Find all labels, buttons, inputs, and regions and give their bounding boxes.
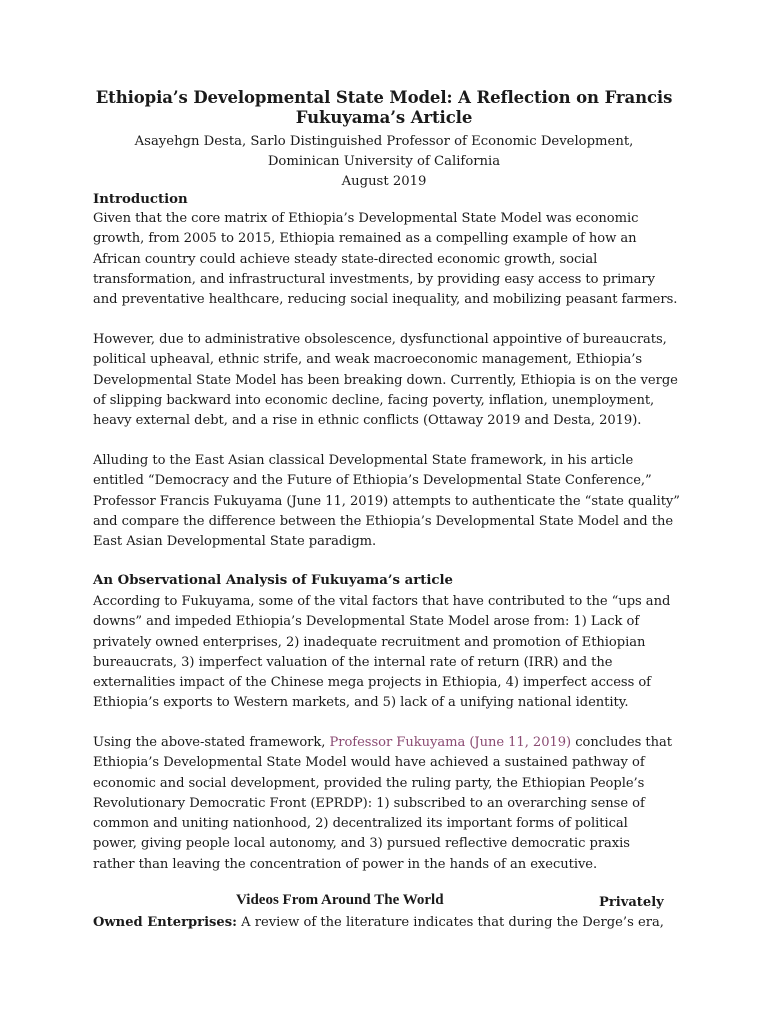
text-line: However, due to administrative obsolescence, dysfunctional appointive of bureaucrats, <box>93 332 667 347</box>
title-line-1: Ethiopia’s Developmental State Model: A Reflection on Francis <box>95 88 673 107</box>
text-line-with-link <box>93 733 683 753</box>
introduction-heading: Introduction <box>93 192 188 207</box>
author-byline <box>80 132 688 192</box>
text-line: Alluding to the East Asian classical Developmental State framework, in his article <box>93 453 634 468</box>
text-line: Ethiopia’s Developmental State Model would have achieved a sustained pathway of <box>93 755 645 771</box>
text-line: transformation, and infrastructural investments, by providing easy access to primary <box>93 271 655 287</box>
text-line: Professor Francis Fukuyama (June 11, 2019) attempts to authenticate the “state quality” <box>93 493 680 509</box>
text-line: entitled “Democracy and the Future of Ethiopia’s Developmental State Conference,” <box>93 473 652 489</box>
text-line: economic and social development, provided the ruling party, the Ethiopian People’s <box>93 775 645 791</box>
text-fragment: concludes that <box>571 735 672 750</box>
owned-enterprises-text: A review of the literature indicates that during the Derge’s era, <box>236 915 664 930</box>
videos-section-heading: Videos From Around The World <box>236 892 444 908</box>
text-line: of slipping backward into economic decline, facing poverty, inflation, unemployment, <box>93 392 655 408</box>
text-line: and preventative healthcare, reducing social inequality, and mobilizing peasant farmers. <box>93 292 678 308</box>
text-line: bureaucrats, 3) imperfect valuation of the internal rate of return (IRR) and the <box>93 654 613 670</box>
text-line: According to Fukuyama, some of the vital factors that have contributed to the “ups and <box>93 594 671 609</box>
text-line: political upheaval, ethnic strife, and weak macroeconomic management, Ethiopia’s <box>93 352 643 368</box>
text-line: East Asian Developmental State paradigm. <box>93 534 377 550</box>
author-line: Asayehgn Desta, Sarlo Distinguished Professor of Economic Development, <box>134 134 634 149</box>
owned-enterprises-line <box>93 913 664 933</box>
text-line: Revolutionary Democratic Front (EPRDP): 1) subscribed to an overarching sense of <box>93 795 645 811</box>
analysis-heading: An Observational Analysis of Fukuyama’s article <box>93 573 454 588</box>
text-line: African country could achieve steady state-directed economic growth, social <box>93 251 598 267</box>
text-line: downs” and impeded Ethiopia’s Developmental State Model arose from: 1) Lack of <box>93 614 640 630</box>
text-line: privately owned enterprises, 2) inadequate recruitment and promotion of Ethiopian <box>93 634 646 650</box>
text-line: heavy external debt, and a rise in ethnic conflicts (Ottaway 2019 and Desta, 2019). <box>93 413 642 429</box>
date-line: August 2019 <box>341 174 427 189</box>
owned-enterprises-label: Owned Enterprises: <box>93 915 237 930</box>
intro-paragraph-1 <box>93 209 683 310</box>
title-line-2: Fukuyama’s Article <box>295 108 473 127</box>
text-line: Given that the core matrix of Ethiopia’s Developmental State Model was economic <box>93 211 639 226</box>
text-line: Ethiopia’s exports to Western markets, and 5) lack of a unifying national identity. <box>93 695 629 711</box>
document-title <box>80 88 688 128</box>
text-line: and compare the difference between the Ethiopia’s Developmental State Model and the <box>93 513 674 529</box>
privately-heading-fragment: Privately <box>599 895 664 910</box>
intro-paragraph-2 <box>93 330 683 431</box>
analysis-paragraph-1 <box>93 592 683 714</box>
text-fragment: Using the above-stated framework, <box>93 735 330 750</box>
text-line: growth, from 2005 to 2015, Ethiopia remained as a compelling example of how an <box>93 231 637 247</box>
analysis-paragraph-2 <box>93 733 683 875</box>
text-line: rather than leaving the concentration of power in the hands of an executive. <box>93 856 598 872</box>
text-line: Developmental State Model has been breaking down. Currently, Ethiopia is on the verge <box>93 372 678 388</box>
text-line: externalities impact of the Chinese mega projects in Ethiopia, 4) imperfect access of <box>93 675 651 691</box>
text-line: common and uniting nationhood, 2) decentralized its important forms of political <box>93 816 628 832</box>
fukuyama-article-link[interactable]: Professor Fukuyama (June 11, 2019) <box>329 735 572 750</box>
intro-paragraph-3 <box>93 451 683 552</box>
affiliation-line: Dominican University of California <box>267 154 501 169</box>
text-line: power, giving people local autonomy, and 3) pursued reflective democratic praxis <box>93 836 630 852</box>
